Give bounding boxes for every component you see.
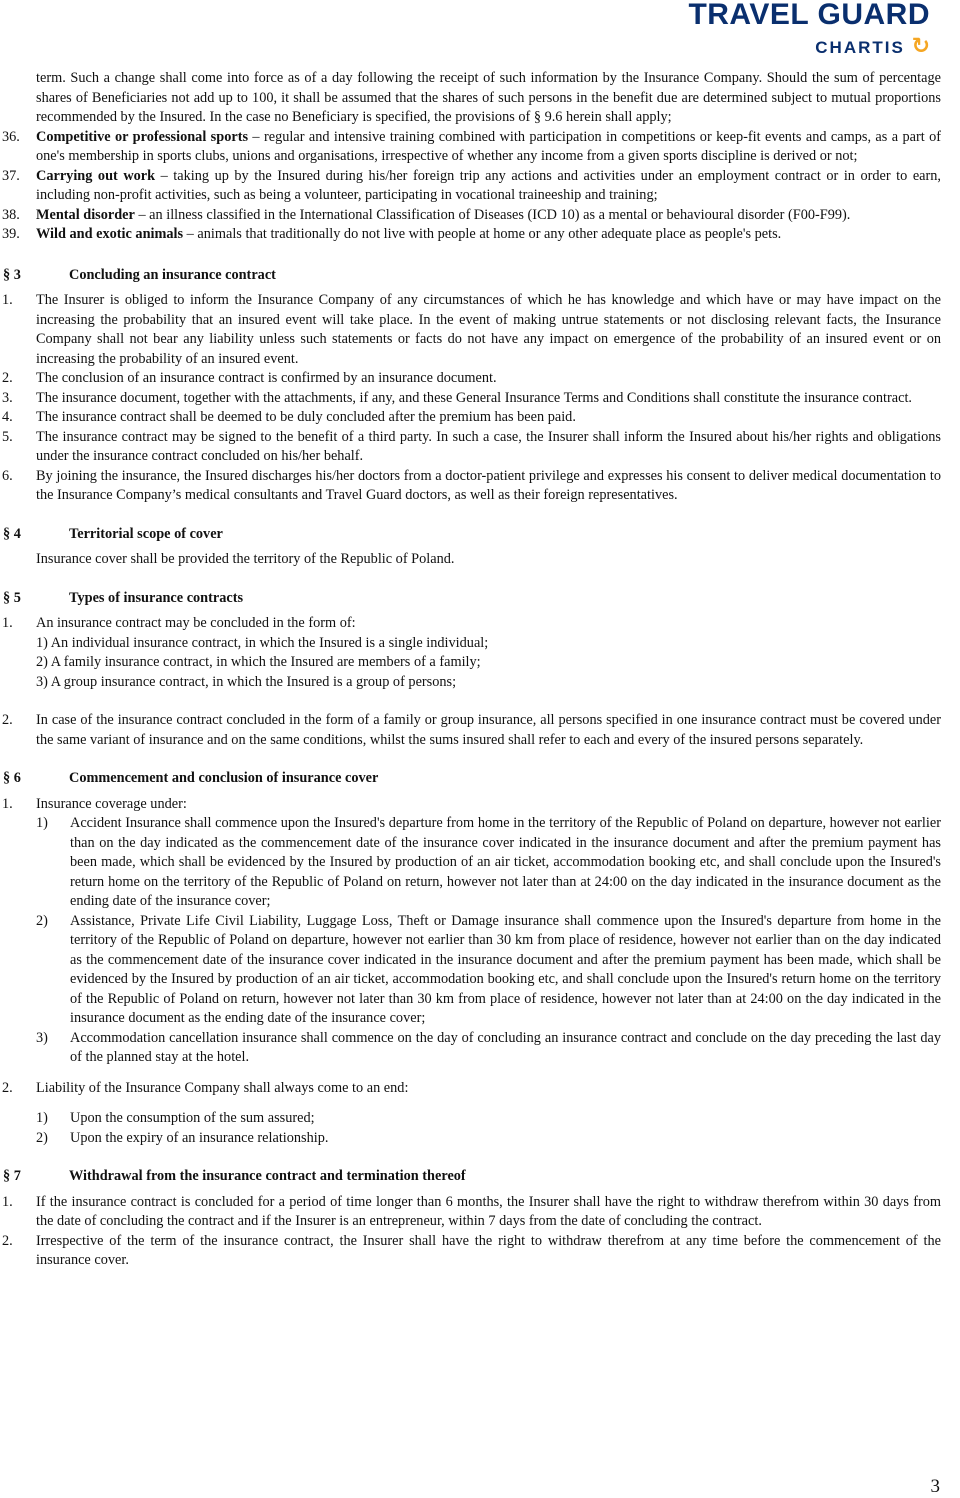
definition-37 xyxy=(0,167,941,206)
sec3-item-3 xyxy=(0,389,941,409)
sub-number: 3) xyxy=(36,1029,48,1046)
sec6-sub-1 xyxy=(0,814,941,912)
section-number: § 7 xyxy=(3,1168,21,1184)
item-number: 5. xyxy=(2,428,13,445)
definition-38 xyxy=(0,206,941,226)
sub-text: Assistance, Private Life Civil Liability, Luggage Loss, Theft or Damage insurance shall commence upon the Insured's departure from home in the territory of the Republic of Poland on departure, however not earlier than 30 km from place of residence, however not earlier than on the day indicated as the commencement date of the insurance cover indicated in the insurance document and after the premium payment has been made, which shall be evidenced by the Insured by production of an air ticket, accommodation booking etc, and shall conclude upon the Insured's return home on the territory of the Republic of Poland on return, however not later than 30 km from place of residence, however not later than at 24:00 on the day indicated in the insurance document as the ending date of the insurance cover; xyxy=(70,912,941,1026)
item-text: An insurance contract may be concluded in the form of: xyxy=(36,615,356,631)
definition-text: – regular and intensive training combined with participation in competitions or keep-fit events and camps, as a part of one's membership in sports clubs, unions and organisations, irrespective of whether any income from a given sports discipline is derived or not; xyxy=(36,128,941,164)
section-3-heading xyxy=(0,266,941,286)
definition-text: – an illness classified in the International Classification of Diseases (ICD 10) as a mental or behavioural disorder (F00-F99). xyxy=(134,206,851,223)
sub-number: 2) xyxy=(36,1129,48,1146)
sec3-item-5 xyxy=(0,428,941,467)
item-text: The insurance document, together with the attachments, if any, and these General Insurance Terms and Conditions shall constitute the insurance contract. xyxy=(36,389,912,406)
sec5-item-2 xyxy=(0,711,941,750)
sec6-sub-3 xyxy=(0,1029,941,1068)
item-text: The insurance contract may be signed to the benefit of a third party. In such a case, the Insurer shall inform the Insured about his/her rights and obligations under the insurance contract concluded on his/her behalf. xyxy=(36,428,941,464)
section-7-heading xyxy=(0,1167,941,1187)
sec3-item-1 xyxy=(0,291,941,369)
sub-number: 1) xyxy=(36,1110,48,1126)
section-title: Types of insurance contracts xyxy=(69,589,244,606)
item-text: Liability of the Insurance Company shall always come to an end: xyxy=(36,1079,409,1096)
item-text: In case of the insurance contract concluded in the form of a family or group insurance, all persons specified in one insurance contract must be covered under the same variant of insurance and on the same conditions, whilst the sums insured shall refer to each and every of the insured persons separately. xyxy=(36,712,941,748)
item-number: 2. xyxy=(2,712,13,728)
item-number: 6. xyxy=(2,467,13,484)
section-number: § 6 xyxy=(3,770,21,786)
definition-term: Carrying out work xyxy=(36,167,156,184)
item-text: Irrespective of the term of the insurance contract, the Insurer shall have the right to withdraw therefrom at any time before the commencement of the insurance cover. xyxy=(36,1232,941,1268)
section-title: Concluding an insurance contract xyxy=(69,266,276,283)
definition-number: 38. xyxy=(2,206,20,223)
item-number: 4. xyxy=(2,409,13,425)
sec5-form-3: 3) A group insurance contract, in which the Insured is a group of persons; xyxy=(36,673,457,690)
definition-number: 36. xyxy=(2,128,20,145)
sub-number: 2) xyxy=(36,912,48,929)
document-page xyxy=(0,69,941,1271)
sec6-item-2 xyxy=(0,1079,941,1099)
logo-chartis-text: CHARTIS xyxy=(815,38,905,57)
sec6-end-2 xyxy=(0,1129,941,1149)
sec6-item-1 xyxy=(0,795,941,815)
item-text: Insurance coverage under: xyxy=(36,795,187,812)
sec6-end-1 xyxy=(0,1109,941,1129)
definition-term: Competitive or professional sports xyxy=(36,128,249,145)
item-number: 2. xyxy=(2,1079,13,1096)
item-number: 2. xyxy=(2,370,13,386)
section-4-heading xyxy=(0,525,941,545)
sec3-item-2 xyxy=(0,369,941,389)
sec6-sub-2 xyxy=(0,912,941,1029)
item-number: 2. xyxy=(2,1232,13,1249)
item-number: 1. xyxy=(2,292,13,308)
sec4-text: Insurance cover shall be provided the territory of the Republic of Poland. xyxy=(36,551,455,567)
sec5-form-1: 1) An individual insurance contract, in which the Insured is a single individual; xyxy=(36,634,489,651)
definition-36 xyxy=(0,128,941,167)
item-number: 1. xyxy=(2,1193,13,1210)
sec5-item-1 xyxy=(0,614,941,634)
item-number: 1. xyxy=(2,615,13,631)
page-number: 3 xyxy=(930,1475,940,1497)
sec5-form-2: 2) A family insurance contract, in which the Insured are members of a family; xyxy=(36,654,481,670)
sub-number: 1) xyxy=(36,815,48,831)
definition-text: – animals that traditionally do not live with people at home or any other adequate place as people's pets. xyxy=(183,226,782,242)
definition-text: – taking up by the Insured during his/her foreign trip any actions and activities under an employment contract or in order to earn, including non-profit activities, such as being a volunteer, participating in vocational traineeship and training; xyxy=(36,167,942,203)
sub-text: Accident Insurance shall commence upon the Insured's departure from home in the territory of the Republic of Poland on departure, however not earlier than on the day indicated as the commencement date of the insurance cover indicated in the insurance document and after the premium payment has been made, which shall be evidenced by the Insured by production of an air ticket, accommodation booking etc, and shall conclude upon the Insured's return home on the territory of the Republic of Poland on return, however not later than at 24:00 on the day indicated in the insurance document as the ending date of the insurance cover; xyxy=(70,815,941,909)
spacer xyxy=(0,692,941,711)
definition-number: 39. xyxy=(2,226,20,242)
section-number: § 3 xyxy=(3,266,21,283)
sub-text: Accommodation cancellation insurance shall commence on the day of concluding an insurance contract and conclude on the day preceding the last day of the planned stay at the hotel. xyxy=(70,1029,941,1065)
item-text: If the insurance contract is concluded for a period of time longer than 6 months, the Insurer shall have the right to withdraw therefrom within 30 days from the date of concluding the contract and if the Insurer is an entrepreneur, within 7 days from the date of concluding the contract. xyxy=(36,1193,941,1229)
definition-39 xyxy=(0,225,941,245)
item-text: The Insurer is obliged to inform the Insurance Company of any circumstances of which he has knowledge and which have or may have impact on the increasing the probability that an insured event will take place. In the event of making untrue statements or not disclosing relevant facts, the Insurance Company shall not bear any liability unless such statements or facts do not have any impact on emergence of the probability of an insured event or on increasing the probability of an insured event. xyxy=(36,292,941,367)
item-text: The conclusion of an insurance contract is confirmed by an insurance document. xyxy=(36,370,497,386)
item-number: 3. xyxy=(2,389,13,406)
section-title: Territorial scope of cover xyxy=(69,525,223,542)
section-5-heading xyxy=(0,589,941,609)
section-title: Withdrawal from the insurance contract and termination thereof xyxy=(69,1168,466,1184)
intro-paragraph: term. Such a change shall come into force as of a day following the receipt of such information by the Insurance Company. Should the sum of percentage shares of Beneficiaries not add up to 100, it shall be assumed that the shares of such persons in the benefit due are determined subject to mutual proportions recommended by the Insured. In the case no Beneficiary is specified, the provisions of § 9.6 herein shall apply; xyxy=(36,70,941,125)
section-title: Commencement and conclusion of insurance cover xyxy=(69,770,379,786)
sub-text: Upon the expiry of an insurance relationship. xyxy=(70,1129,329,1146)
sec7-item-2 xyxy=(0,1232,941,1271)
item-text: By joining the insurance, the Insured discharges his/her doctors from a doctor-patient privilege and expresses his consent to deliver medical documentation to the Insurance Company’s medical consultants and Travel Guard doctors, as well as their foreign representatives. xyxy=(36,467,941,503)
logo-travel-guard: TRAVEL GUARD xyxy=(688,0,930,31)
brand-logo xyxy=(688,0,930,58)
definition-term: Wild and exotic animals xyxy=(36,226,184,242)
sec3-item-4 xyxy=(0,408,941,428)
sec7-item-1 xyxy=(0,1193,941,1232)
definition-number: 37. xyxy=(2,167,20,184)
sec3-item-6 xyxy=(0,467,941,506)
item-text: The insurance contract shall be deemed to be duly concluded after the premium has been paid. xyxy=(36,409,576,425)
definition-term: Mental disorder xyxy=(36,206,135,223)
item-number: 1. xyxy=(2,795,13,812)
logo-chartis xyxy=(688,33,930,58)
section-6-heading xyxy=(0,769,941,789)
section-number: § 5 xyxy=(3,589,21,606)
chartis-mark-icon: ↻ xyxy=(911,33,930,58)
sub-text: Upon the consumption of the sum assured; xyxy=(70,1110,315,1126)
section-number: § 4 xyxy=(3,525,21,542)
